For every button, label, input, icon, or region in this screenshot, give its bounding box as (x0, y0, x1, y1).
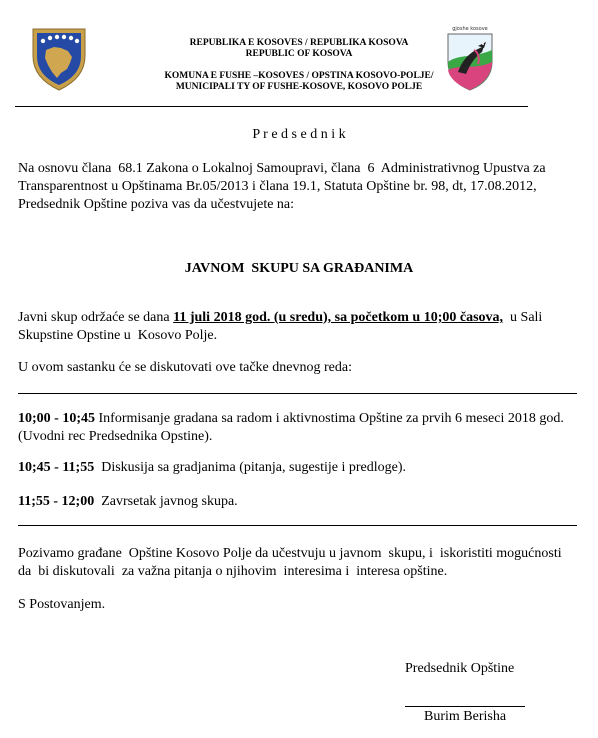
agenda-intro: U ovom sastanku će se diskutovati ove tačke dnevnog reda: (18, 360, 352, 375)
agenda-top-divider (18, 393, 577, 394)
intro-line-1: Na osnovu člana 68.1 Zakona o Lokalnoj Samoupravi, člana 6 Administrativnog Upustva za (18, 161, 546, 176)
header-municipality: KOMUNA E FUSHE –KOSOVES / OPSTINA KOSOVO-POLJE/ (164, 71, 434, 81)
signature-line (405, 706, 525, 707)
agenda-item-1 (18, 410, 564, 427)
meeting-prefix: Javni skup održaće se dana (18, 310, 174, 325)
agenda-item-text: Diskusija sa gradjanima (pitanja, sugestije i predloge). (94, 460, 407, 475)
municipality-emblem (444, 26, 496, 92)
intro-line-3: Predsednik Opštine poziva vas da učestvujete na: (18, 197, 295, 212)
agenda-item-3 (18, 493, 238, 510)
agenda-item-text: Zavrsetak javnog skupa. (94, 494, 238, 509)
header-municipality-en: MUNICIPALI TY OF FUSHE-KOSOVE, KOSOVO POLJE (175, 82, 423, 92)
meeting-suffix: u Sali (503, 310, 543, 325)
agenda-item-2 (18, 459, 406, 476)
header-divider (15, 106, 528, 107)
header-republic: REPUBLIKA E KOSOVES / REPUBLIKA KOSOVA (189, 38, 409, 48)
meeting-line-2: Skupstine Opstine u Kosovo Polje. (18, 328, 218, 343)
event-title: JAVNOM SKUPU SA GRAĐANIMA (184, 261, 414, 276)
invitation-line-2: da bi diskutovali za važna pitanja o njihovim interesima i interesa opštine. (18, 564, 448, 579)
meeting-date-time: 11 juli 2018 god. (u sredu), sa početkom u 10;00 časova, (173, 310, 504, 325)
municipality-emblem-text: gjoshe kosove (452, 26, 488, 32)
intro-line-2: Transparentnost u Opštinama Br.05/2013 i člana 19.1, Statuta Opštine br. 98, dt, 17.08.2012, (18, 179, 537, 194)
agenda-item-text: Informisanje gradana sa radom i aktivnostima Opštine za prvih 6 meseci 2018 god. (95, 411, 564, 426)
invitation-line-1: Pozivamo građane Opštine Kosovo Polje da učestvuju u javnom skupu, i iskoristiti mogućnosti (18, 546, 562, 561)
agenda-bottom-divider (18, 525, 577, 526)
signature-name: Burim Berisha (424, 709, 507, 724)
closing: S Postovanjem. (18, 597, 106, 612)
meeting-line-1 (18, 309, 542, 326)
agenda-item-time: 10;45 - 11;55 (18, 460, 95, 475)
agenda-item-time: 11;55 - 12;00 (18, 494, 95, 509)
agenda-item-time: 10;00 - 10;45 (18, 411, 95, 426)
office-title: P r e d s e d n i k (252, 127, 346, 142)
agenda-item-1-note: (Uvodni rec Predsednika Opstine). (18, 429, 213, 444)
header-republic-en: REPUBLIC OF KOSOVA (245, 49, 353, 59)
signature-role: Predsednik Opštine (405, 661, 515, 676)
